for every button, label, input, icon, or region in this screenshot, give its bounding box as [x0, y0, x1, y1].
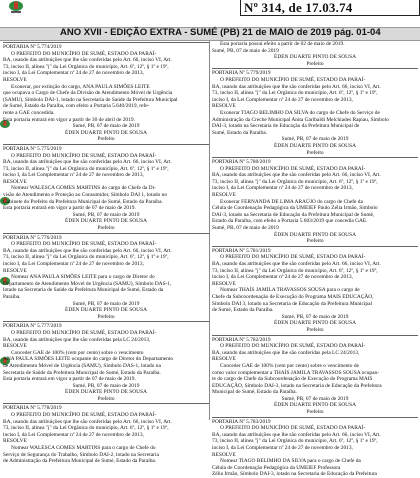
preamble-line: BA, usando das atribuições que lhe são conferidas pelo Art. 66, inciso VI, Art.: [3, 159, 172, 166]
preamble-line: BA, usando das atribuições que lhe são conferidas pelo Art. 66, inciso VI, Art.: [212, 83, 381, 90]
signer-name: ÉDEN DUARTE PINTO DE SOUSA: [274, 320, 356, 327]
resolution-line: Sumé, PB, 07 de maio de 2019: [212, 225, 279, 232]
preamble-line: O PREFEITO DO MUNICÍPIO DE SUMÉ, ESTADO DA PARAÍ-: [220, 76, 366, 83]
preamble-line: BA, usando das atribuições que lhe são conferidas pelo Art. 66, inciso VI, Art.: [212, 172, 381, 179]
resolution-line: de Administração da Prefeitura Municipal de Sumé, Estado da Paraíba.: [3, 458, 157, 465]
signer-role: Prefeito: [306, 149, 324, 156]
place-date: Sumé, PB, 07 de maio de 2019: [72, 382, 140, 389]
signer-role: Prefeito: [97, 395, 115, 402]
resolution-line: Conceder GAE de 100% (cem por cento) sobre o vencimento: [11, 349, 144, 356]
issue-number-date: Nº 314, de 17.03.74: [244, 0, 353, 15]
preamble-line: 73, inciso II, alínea "j" da Lei Orgânica do município, Art. 6º, 12º, § 1º e 19º,: [212, 90, 378, 97]
resolution-line: DAI-3, lotado na Secretaria de Educação da Prefeitura Municipal de Sumé,: [212, 211, 375, 218]
resolve-label: RESOLVE: [212, 192, 236, 199]
resolution-line: de Atendimento Móvel de Urgência (SAMU), Símbolo DAS-1, lotado na: [3, 362, 161, 369]
resolution-line: Exonerar TIAGO BELIMHO DA SILVA do cargo de Chefe do Serviço de: [220, 109, 380, 116]
resolution-line: Nomear WALESCA GOMES MARTINS para o cargo de Chefe do: [11, 445, 156, 452]
resolve-label: RESOLVE: [3, 76, 27, 83]
preamble-line: inciso I, da Lei Complementar nº 24 de 27 de novembro de 2013,: [3, 70, 144, 77]
portaria-heading: PORTARIA Nº 5.777/2019: [3, 323, 62, 330]
resolution-line: Exonerar FERNANDA DE LIMA ARAÚJO do cargo de Chefe da: [220, 198, 363, 205]
resolution-line: Sumé, Estado da Paraíba.: [212, 129, 267, 136]
place-date: Sumé, PB, 07 de maio de 2019: [281, 136, 349, 143]
preamble-line: BA, usando das atribuições que lhe são conferidas pelo Art. 66, inciso VI, Art.: [212, 431, 381, 438]
portaria-block: [212, 68, 418, 156]
resolve-label: RESOLVE: [212, 356, 236, 363]
preamble-line: O PREFEITO DO MUNICÍPIO DE SUMÉ, ESTADO DA PARAÍ-: [11, 329, 157, 336]
resolution-line: EDUCAÇÃO, Símbolo DAI-3, lotado na Secretaria de Educação da Prefeitura: [212, 382, 382, 389]
preamble-line: 73, inciso II, alínea "j" da Lei Orgânica do município, Art. 6º, 12º, § 1º e 19º,: [3, 63, 169, 70]
preamble-line: inciso I, da Lei Complementar nº 24 de 27 de novembro de 2013,: [212, 96, 353, 103]
resolution-line: (SAMU), Símbolo DAI-1, lotado na Secretaria de Saúde da Prefeitura Municipal: [3, 96, 178, 103]
preamble-line: BA, usando das atribuições que lhe são conferidas pelo Art. 66, inciso VI, Art.: [3, 418, 172, 425]
resolve-label: RESOLVE: [212, 103, 236, 110]
portaria-heading: PORTARIA Nº 5.775/2019: [3, 145, 62, 152]
municipal-crest-icon: [6, 0, 26, 14]
resolution-line: rente a GAE concedida.: [3, 109, 55, 116]
resolution-line: Serviço de Segurança do Trabalho, Símbolo DAI-2, lotado na Secretaria: [3, 451, 159, 458]
resolution-line: Estado da Paraíba, com efeito a Portaria 5.603/2019 que concedia GAE.: [212, 218, 368, 225]
right-column: [212, 41, 418, 478]
signer-role: Prefeito: [97, 136, 115, 143]
portaria-heading: PORTARIA Nº 5.778/2019: [3, 405, 62, 412]
resolution-line: como valor complementar a THAÍS JAMILA TRAVASSOS SOUSA ocupan-: [212, 369, 380, 376]
section-rule: [212, 246, 418, 247]
signer-name: ÉDEN DUARTE PINTO DE SOUSA: [274, 231, 356, 238]
signer-role: Prefeito: [97, 225, 115, 232]
resolve-label: RESOLVE: [3, 343, 27, 350]
preamble-line: inciso I, da Lei Complementar nº 24 de 27 de novembro de 2013,: [212, 274, 353, 281]
portaria-heading: PORTARIA Nº 5.776/2019: [3, 234, 62, 241]
portaria-heading: PORTARIA Nº 5.783/2019: [212, 418, 271, 425]
section-rule: [212, 68, 418, 69]
resolution-line: Secretaria de Saúde da Prefeitura Municipal de Sumé, Estado da Paraíba.: [3, 369, 161, 376]
resolution-line: de Sumé, Estado da Paraíba, com efeito a Portaria 5.640/2019, refe-: [3, 103, 150, 110]
signer-role: Prefeito: [306, 409, 324, 416]
portaria-block: [212, 41, 418, 67]
resolution-line: Esta portaria entrará em vigor a partir de 07 de maio de 2019.: [3, 376, 136, 383]
preamble-line: inciso I, da Lei Complementar nº 24 de 27 de novembro de 2013,: [3, 431, 144, 438]
signer-name: ÉDEN DUARTE PINTO DE SOUSA: [274, 54, 356, 61]
signer-name: ÉDEN DUARTE PINTO DE SOUSA: [274, 402, 356, 409]
resolution-line: te do cargo de Chefe da Subcoordenação de Execução do Programa MAIS: [212, 376, 373, 383]
signer-name: ÉDEN DUARTE PINTO DE SOUSA: [274, 142, 356, 149]
preamble-line: 73, inciso II, alínea "j" da Lei Orgânica do município, Art. 6º, 12º, § 1º e 19º,: [3, 254, 169, 261]
resolution-line: que ocupava o Cargo de Chefe da Divisão de Atendimento Móvel de Urgência: [3, 90, 173, 97]
resolution-line: Zélia Irmão, Símbolo DAI-3, lotado na Secretaria de Educação da Prefeitura: [212, 471, 377, 478]
preamble-line: O PREFEITO DO MUNICÍPIO DE SUMÉ, ESTADO DA PARAÍ-: [220, 343, 366, 350]
resolution-line: lotado na Secretaria de Saúde da Prefeitura Municipal de Sumé, Estado da: [3, 287, 164, 294]
resolution-line: Gabinete do Prefeito da Prefeitura Municipal de Sumé, Estado da Paraíba.: [3, 198, 163, 205]
preamble-line: O PREFEITO DO MUNICÍPIO DE SUMÉ, ESTADO DA PARAÍ-: [220, 254, 366, 261]
preamble-line: O PREFEITO DO MUNICÍPIO DE SUMÉ, ESTADO DA PARAÍ-: [220, 165, 366, 172]
place-date: Sumé, PB, 07 de maio de 2019: [281, 395, 349, 402]
resolution-line: Nomear TIAGO BELIMHO DA SILVA para o cargo de Chefe da: [220, 458, 361, 465]
edition-banner-text: ANO XVII - EDIÇÃO EXTRA - SUMÉ (PB) 21 de MAIO de 2019 pág. 01-04: [60, 27, 381, 38]
resolution-line: Nomear THAÍS JAMILA TRAVASSOS SOUSA para o cargo de: [220, 287, 360, 294]
portaria-heading: PORTARIA Nº 5.774/2019: [3, 44, 62, 50]
preamble-line: O PREFEITO DO MUNICÍPIO DE SUMÉ, ESTADO DA PARAÍ-: [220, 425, 366, 432]
resolution-line: Conceder GAE de 100% (cem por cento) sobre o vencimento de: [220, 362, 359, 369]
preamble-line: inciso I, da Lei Complementar nº 24 de 27 de novembro de 2013,: [212, 445, 353, 452]
preamble-line: 73, inciso II, alínea "j" da Lei Orgânica do município, Art. 6º, 12º, § 1º e 19º,: [212, 267, 378, 274]
preamble-line: O PREFEITO DO MUNICÍPIO DE SUMÉ, ESTADO DA PARAÍ-: [11, 412, 157, 419]
resolution-line: visão de Atendimento e Proteção ao Consumidor, Símbolo DAI 1, lotado no: [3, 192, 168, 199]
place-date: Sumé, PB, 07 de maio de 2019: [281, 313, 349, 320]
resolve-label: RESOLVE: [3, 267, 27, 274]
resolution-line: DAI-3, lotado na Secretaria de Educação da Prefeitura Municipal de: [212, 123, 360, 130]
section-rule: [3, 144, 209, 145]
portaria-block: [3, 403, 209, 464]
portaria-block: [3, 321, 209, 402]
resolution-line: Chefe da Subcoordenação de Execução do Programa MAIS EDUCAÇÃO,: [212, 293, 374, 300]
resolution-line: Nomear ANA PAULA SIMÕES LEITE para o cargo de Diretor do: [11, 274, 155, 281]
resolve-label: RESOLVE: [3, 178, 27, 185]
resolution-line: de Sumé, Estado da Paraíba.: [212, 307, 274, 314]
portaria-block: [3, 42, 209, 143]
resolution-line: Célula de Coordenação Pedagógica da UMEIEF Paulo Zélia Irmão, Símbolo: [212, 205, 378, 212]
resolution-line: Símbolo DAI 3, lotado na Secretaria de Educação da Prefeitura Municipal: [212, 300, 373, 307]
resolution-line: ANA PAULA SIMÕES LEITE ocupante do cargo de Diretor do Departamento: [3, 356, 174, 363]
signer-role: Prefeito: [306, 60, 324, 67]
resolution-line: Esta portaria possui efeito a partir de 02 de maio de 2019.: [220, 41, 345, 47]
resolve-label: RESOLVE: [3, 438, 27, 445]
resolution-line: Esta portaria entrará em vigor a partir de 07 de maio de 2019.: [3, 205, 136, 212]
portaria-block: [212, 246, 418, 334]
portaria-heading: PORTARIA Nº 5.782/2019: [212, 336, 271, 343]
preamble-line: BA, usando das atribuições que lhe são conferidas pelo Art. 66, inciso VI, Art.: [3, 247, 172, 254]
resolution-line: Sumé, PB, 07 de maio de 2019: [212, 47, 279, 54]
preamble-line: inciso I, da Lei Complementar nº 24 de 27 de novembro de 2013,: [212, 185, 353, 192]
signer-name: ÉDEN DUARTE PINTO DE SOUSA: [65, 307, 147, 314]
preamble-line: O PREFEITO DO MUNICÍPIO DE SUMÉ, ESTADO DA PARAÍ-: [11, 50, 157, 57]
section-rule: [3, 233, 209, 234]
preamble-line: BA, usando das atribuições que lhe são conferidas pelo Art. 66, inciso VI, Art.: [212, 261, 381, 267]
resolution-line: Exonerar, por extinção do cargo, ANA PAULA SIMÕES LEITE: [11, 83, 150, 90]
section-rule: [212, 157, 418, 158]
preamble-line: inciso I, da Lei Complementar nº 24 de 27 de novembro de 2013,: [3, 261, 144, 267]
resolution-line: Esta portaria entrará em vigor a partir de 30 de abril de 2019.: [3, 116, 135, 123]
preamble-line: O PREFEITO DO MUNICÍPIO DE SUMÉ, ESTADO DA PARAÍ-: [11, 241, 157, 248]
place-date: Sumé, PB, 07 de maio de 2019: [72, 211, 140, 218]
portaria-heading: PORTARIA Nº 5.779/2019: [212, 70, 271, 77]
preamble-line: O PREFEITO DO MUNICÍPIO DE SUMÉ, ESTADO DA PARAÍ-: [11, 152, 157, 159]
section-rule: [3, 403, 209, 404]
signer-name: ÉDEN DUARTE PINTO DE SOUSA: [65, 389, 147, 396]
resolution-line: Paraíba.: [3, 293, 21, 300]
portaria-heading: PORTARIA Nº 5.781/2019: [212, 247, 271, 254]
resolution-line: Administração da Creche Municipal Anita Garibaldi Melchiades Rapiau, Símbolo: [212, 116, 389, 123]
preamble-line: BA, usando das atribuições que lhe são conferidas pela LC 24/2013,: [212, 349, 360, 356]
portaria-block: [3, 144, 209, 232]
resolve-label: RESOLVE: [212, 451, 236, 458]
preamble-line: inciso I, da Lei Complementar nº 24 de 27 de novembro de 2013,: [3, 172, 144, 179]
preamble-line: 73, inciso II, alínea "j" da Lei Orgânica do município, Art. 6º, 12º, § 1º e 19º,: [212, 438, 378, 445]
signer-name: ÉDEN DUARTE PINTO DE SOUSA: [65, 129, 147, 136]
preamble-line: 73, inciso II, alínea "j" da Lei Orgânica do município, Art. 6º, 12º, § 1º e 19º,: [3, 425, 169, 432]
signer-role: Prefeito: [306, 326, 324, 333]
signer-name: ÉDEN DUARTE PINTO DE SOUSA: [65, 218, 147, 225]
place-date: Sumé, PB, 07 de maio de 2019: [72, 300, 140, 307]
section-rule: [3, 42, 209, 43]
resolve-label: RESOLVE: [212, 280, 236, 287]
preamble-line: 73, inciso II, alínea "j" da Lei Orgânica do município, Art. 6º, 12º, § 1º e 19º,: [3, 165, 169, 172]
portaria-block: [212, 335, 418, 416]
portaria-block: [212, 417, 418, 478]
portaria-block: [212, 157, 418, 245]
resolution-line: Célula de Coordenação Pedagógica da UMEIEF Professora: [212, 464, 341, 471]
preamble-line: BA, usando das atribuições que lhe são conferidas pela LC 24/2013,: [3, 336, 151, 343]
section-rule: [212, 335, 418, 336]
preamble-line: BA, usando das atribuições que lhe são conferidas pelo Art. 66, inciso VI, Art.: [3, 57, 172, 64]
resolution-line: Nomear WALESCA GOMES MARTINS do cargo de Chefe da Di-: [11, 185, 156, 192]
resolution-line: Municipal de Sumé, Estado da Paraíba.: [212, 389, 297, 396]
section-rule: [3, 321, 209, 322]
left-column: [3, 41, 209, 465]
portaria-block: [3, 233, 209, 321]
resolution-line: Departamento de Atendimento Móvel de Urgência (SAMU), Símbolo DAS-1,: [3, 280, 172, 287]
section-rule: [212, 417, 418, 418]
preamble-line: 73, inciso II, alínea "j" da Lei Orgânica do município, Art. 6º, 12º, § 1º e 19º,: [212, 178, 378, 185]
signer-role: Prefeito: [306, 238, 324, 245]
portaria-heading: PORTARIA Nº 5.780/2019: [212, 159, 271, 166]
signer-role: Prefeito: [97, 313, 115, 320]
place-date: Sumé, PB, 07 de maio de 2019: [72, 123, 140, 130]
